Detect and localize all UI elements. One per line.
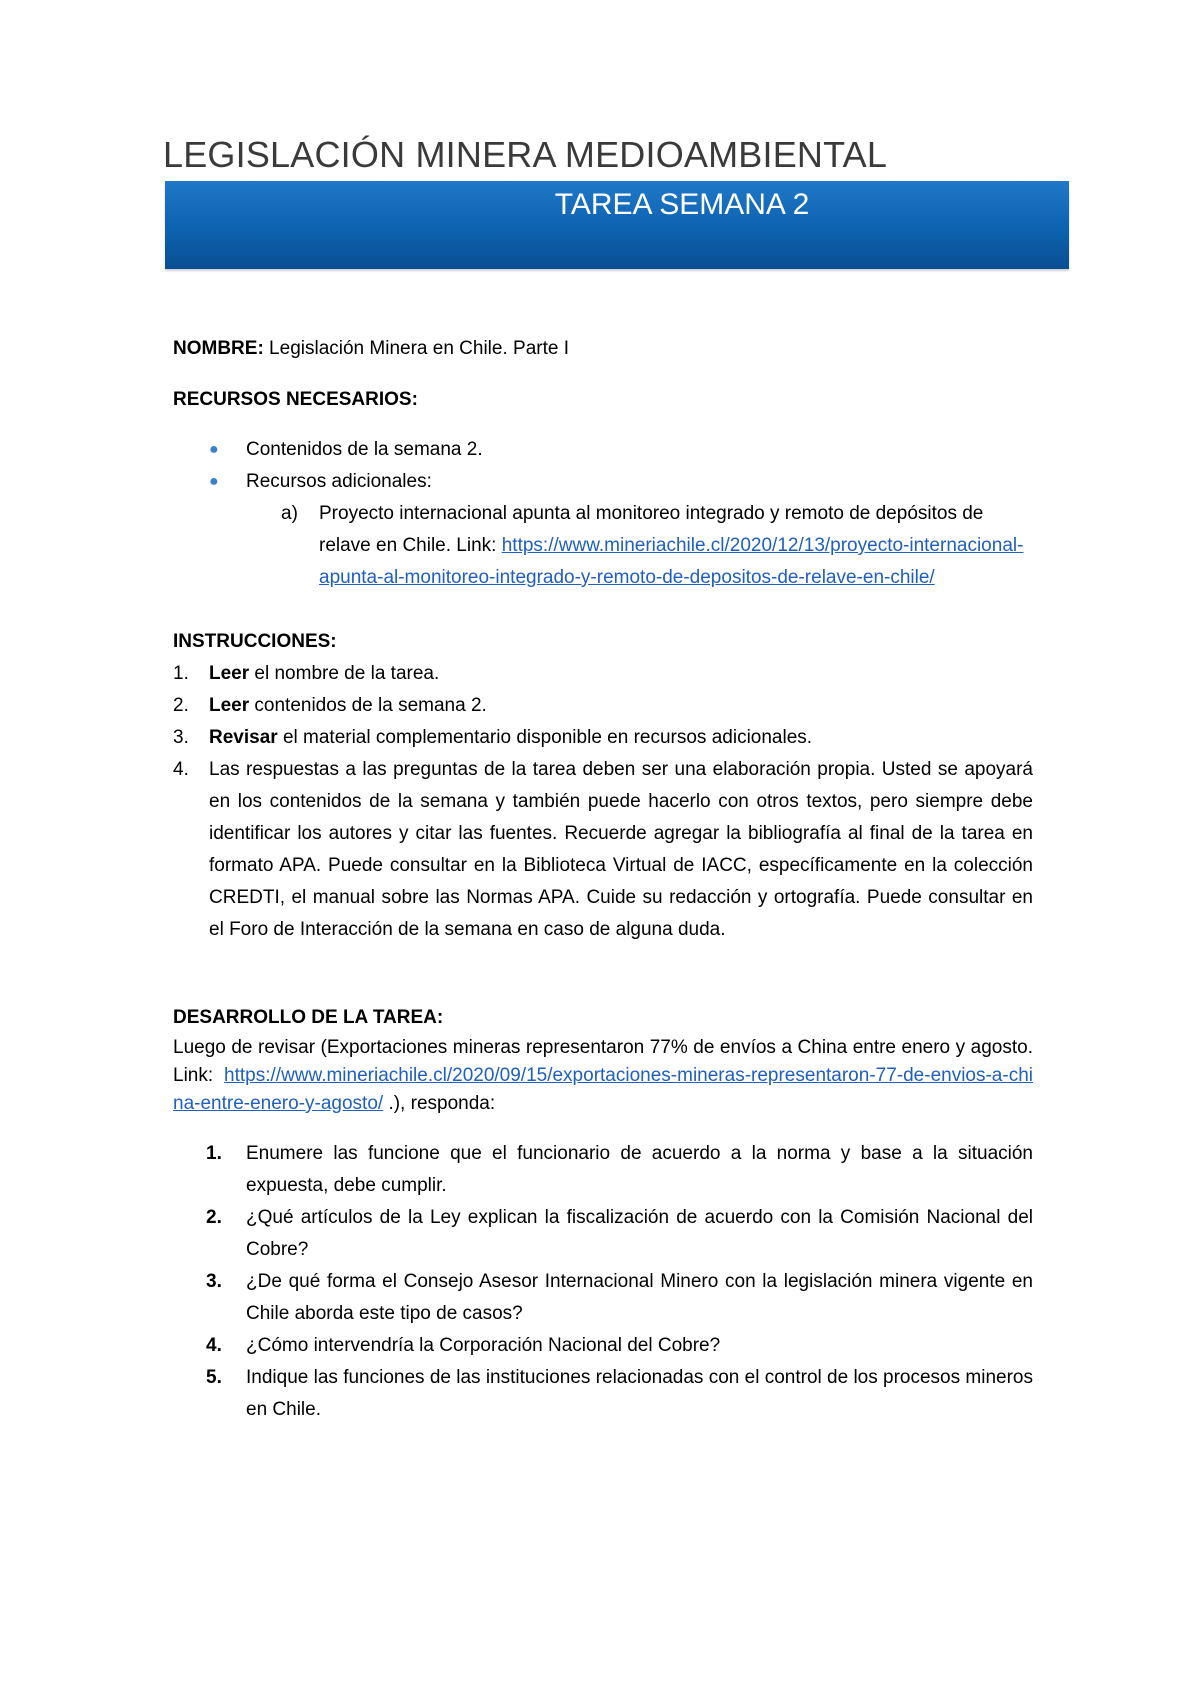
item-number: 3.: [173, 727, 189, 748]
question-text: Indique las funciones de las instituciones relacionadas con el control de los procesos mineros en Chile.: [246, 1367, 1033, 1420]
nombre-value: Legislación Minera en Chile. Parte I: [263, 338, 569, 359]
item-text: el nombre de la tarea.: [249, 663, 440, 684]
item-bold: Leer: [209, 663, 250, 684]
intro-after: .), responda:: [383, 1093, 496, 1114]
list-item: [173, 722, 1033, 754]
list-item: [173, 690, 1033, 722]
nombre-line: [173, 333, 1033, 365]
recursos-item-1: Recursos adicionales:: [246, 471, 432, 492]
sub-item-marker: a): [281, 503, 298, 524]
question-text: ¿Qué artículos de la Ley explican la fiscalización de acuerdo con la Comisión Nacional del Cobre?: [246, 1207, 1033, 1260]
list-item: [173, 1202, 1033, 1266]
recursos-label: RECURSOS NECESARIOS:: [173, 389, 418, 410]
question-text: Enumere las funcione que el funcionario de acuerdo a la norma y base a la situación expuesta, debe cumplir.: [246, 1143, 1033, 1196]
title-banner: [165, 181, 1069, 269]
recursos-item-0: Contenidos de la semana 2.: [246, 439, 483, 460]
item-number: 4.: [173, 759, 189, 780]
list-item: [173, 1266, 1033, 1330]
item-bold: Revisar: [209, 727, 278, 748]
item-number: 2.: [173, 695, 189, 716]
item-number: 1.: [173, 663, 189, 684]
nombre-label: NOMBRE:: [173, 338, 264, 359]
list-item: [173, 466, 1033, 498]
bullet-icon: ●: [209, 473, 219, 490]
list-item: [173, 1330, 1033, 1362]
intro-text: Luego de revisar (Exportaciones mineras representaron 77% de envíos a China entre enero y agosto. Link:: [173, 1037, 1033, 1086]
list-item: [173, 1138, 1033, 1202]
question-text: ¿Cómo intervendría la Corporación Nacional del Cobre?: [246, 1335, 721, 1356]
instrucciones-section: [173, 626, 1033, 946]
item-text: contenidos de la semana 2.: [249, 695, 487, 716]
desarrollo-section: [173, 1002, 1033, 1426]
question-number: 1.: [206, 1143, 222, 1164]
sub-item-text: Proyecto internacional apunta al monitoreo integrado y remoto de depósitos de relave en Chile. Link:: [319, 503, 984, 556]
banner-title: TAREA SEMANA 2: [554, 188, 810, 221]
exportaciones-link[interactable]: https://www.mineriachile.cl/2020/09/15/exportaciones-mineras-representaron-77-de-envios-a-china-entre-enero-y-agosto/: [173, 1065, 1033, 1114]
list-item: [173, 1362, 1033, 1426]
recursos-list: [173, 434, 1033, 498]
desarrollo-label: DESARROLLO DE LA TAREA:: [173, 1007, 444, 1028]
recursos-section: [173, 384, 1033, 594]
item-text: Las respuestas a las preguntas de la tarea deben ser una elaboración propia. Usted se apoyará en los contenidos de la semana y también puede hacerlo con otros textos, pero siempre debe identificar los autores y citar las fuentes. Recuerde agregar la bibliografía al final de la tarea en formato APA. Puede consultar en la Biblioteca Virtual de IACC, específicamente en la colección CREDTI, el manual sobre las Normas APA. Cuide su redacción y ortografía. Puede consultar en el Foro de Interacción de la semana en caso de alguna duda.: [209, 759, 1033, 940]
question-number: 5.: [206, 1367, 222, 1388]
question-number: 2.: [206, 1207, 222, 1228]
item-bold: Leer: [209, 695, 250, 716]
list-item: [173, 754, 1033, 946]
course-title: LEGISLACIÓN MINERA MEDIOAMBIENTAL: [163, 134, 888, 175]
question-number: 3.: [206, 1271, 222, 1292]
instrucciones-label: INSTRUCCIONES:: [173, 631, 337, 652]
instrucciones-list: [173, 658, 1033, 946]
item-text: el material complementario disponible en recursos adicionales.: [277, 727, 813, 748]
proyecto-link[interactable]: https://www.mineriachile.cl/2020/12/13/proyecto-internacional-apunta-al-monitoreo-integrado-y-remoto-de-depositos-de-relave-en-chile/: [319, 535, 1024, 588]
preguntas-list: [173, 1138, 1033, 1426]
bullet-icon: ●: [209, 441, 219, 458]
list-item: [173, 434, 1033, 466]
desarrollo-intro: [173, 1034, 1033, 1118]
question-number: 4.: [206, 1335, 222, 1356]
recursos-sub-item: [173, 498, 1033, 594]
question-text: ¿De qué forma el Consejo Asesor Internacional Minero con la legislación minera vigente en Chile aborda este tipo de casos?: [246, 1271, 1033, 1324]
list-item: [173, 658, 1033, 690]
